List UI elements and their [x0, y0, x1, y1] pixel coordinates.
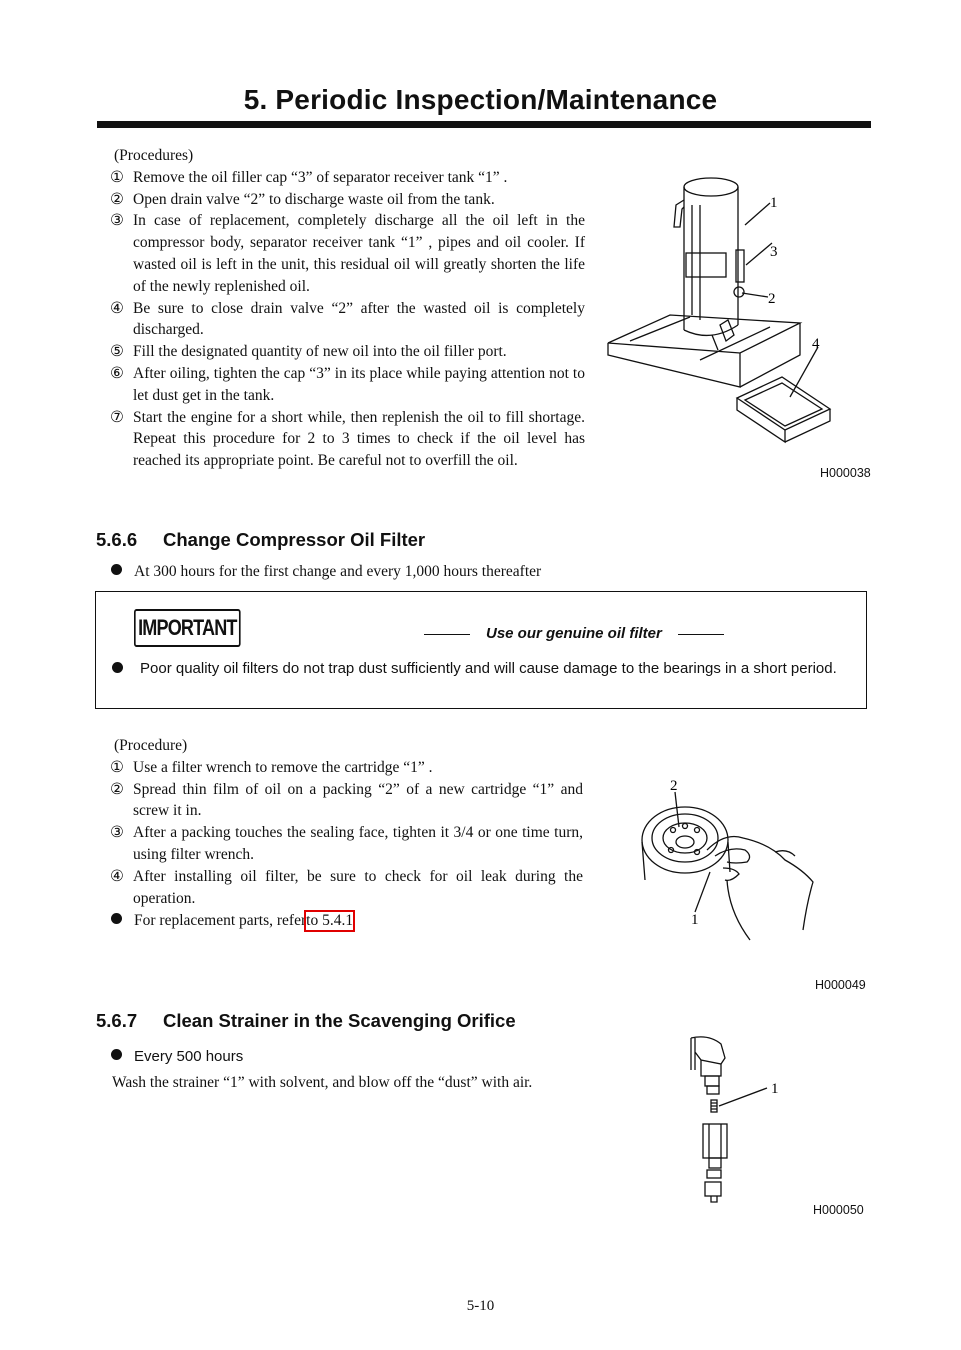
procedure-step: ① Use a filter wrench to remove the cartridge “1” . — [110, 758, 433, 776]
strainer-instruction: Wash the strainer “1” with solvent, and blow off the “dust” with air. — [112, 1074, 533, 1091]
section-heading — [96, 1010, 516, 1032]
oil-change-procedure — [110, 145, 585, 472]
section-number: 5.6.7 — [96, 1010, 138, 1031]
procedure-step: ⑥ After oiling, tighten the cap “3” in its place while paying attention not to let dust get in the tank. — [110, 364, 585, 404]
important-subtitle: Use our genuine oil filter — [408, 625, 740, 642]
figure-callout: 1 — [691, 912, 699, 928]
section-number: 5.6.6 — [96, 529, 138, 550]
interval-note: At 300 hours for the first change and every 1,000 hours thereafter — [111, 563, 541, 581]
bullet-icon — [112, 662, 123, 673]
figure-callout: 1 — [771, 1081, 779, 1097]
dash-rule — [678, 634, 724, 635]
procedure-step: ⑤ Fill the designated quantity of new oil into the oil filler port. — [110, 343, 507, 361]
bullet-icon — [111, 564, 122, 575]
important-notice — [95, 591, 867, 709]
page-number: 5-10 — [466, 1298, 495, 1314]
figure-callout: 2 — [768, 291, 776, 307]
refer-note: For replacement parts, refer to 5.4.1 — [111, 912, 353, 930]
procedure-step: ③ In case of replacement, completely discharge all the oil left in the compressor body, separator receiver tank “1” , pipes and oil cooler. If wasted oil is left in the unit, this residual oil will greatly shorten the life of the newly replenished oil. — [110, 212, 585, 295]
figure-callout: 4 — [812, 336, 820, 352]
procedure-step: ④ Be sure to close drain valve “2” after the wasted oil is completely discharged. — [110, 299, 585, 339]
procedure-step: ③ After a packing touches the sealing face, tighten it 3/4 or one time turn, using filter wrench. — [110, 824, 583, 863]
separator-tank-figure — [600, 165, 850, 450]
figure-callout: 2 — [670, 778, 678, 794]
figure-code: H000038 — [820, 466, 871, 480]
bullet-icon — [111, 913, 122, 924]
procedure-step: ④ After installing oil filter, be sure to check for oil leak during the operation. — [110, 867, 583, 907]
section-heading — [96, 529, 425, 551]
important-body: Poor quality oil filters do not trap dust sufficiently and will cause damage to the bearings in a short period. — [112, 658, 856, 680]
figure-callout: 3 — [770, 244, 778, 260]
procedure-step: ② Spread thin film of oil on a packing “2” of a new cartridge “1” and screw it in. — [110, 780, 583, 820]
procedure-heading: (Procedure) — [114, 737, 188, 754]
important-label: IMPORTANT — [134, 609, 241, 647]
section-title: Change Compressor Oil Filter — [163, 529, 426, 550]
filter-procedure — [110, 735, 583, 909]
section-title: Clean Strainer in the Scavenging Orifice — [163, 1010, 516, 1031]
oil-filter-figure — [635, 772, 820, 942]
strainer-figure — [685, 1030, 795, 1208]
figure-code: H000050 — [813, 1203, 864, 1217]
reference-link[interactable]: to 5.4.1 — [306, 912, 354, 929]
interval-note: Every 500 hours — [111, 1048, 243, 1065]
title-rule — [97, 121, 871, 128]
page-title: 5. Periodic Inspection/Maintenance — [243, 84, 718, 115]
procedure-heading: (Procedures) — [114, 147, 194, 164]
figure-code: H000049 — [815, 978, 866, 992]
procedure-step: ① Remove the oil filler cap “3” of separator receiver tank “1” . — [110, 168, 508, 186]
figure-callout: 1 — [770, 195, 778, 211]
procedure-step: ⑦ Start the engine for a short while, then replenish the oil to fill shortage. Repeat this procedure for 2 to 3 times to check if the oil level has reached its appropriate point. Be careful not to overfill the oil. — [110, 408, 585, 470]
bullet-icon — [111, 1049, 122, 1060]
dash-rule — [424, 634, 470, 635]
procedure-step: ② Open drain valve “2” to discharge waste oil from the tank. — [110, 190, 495, 208]
